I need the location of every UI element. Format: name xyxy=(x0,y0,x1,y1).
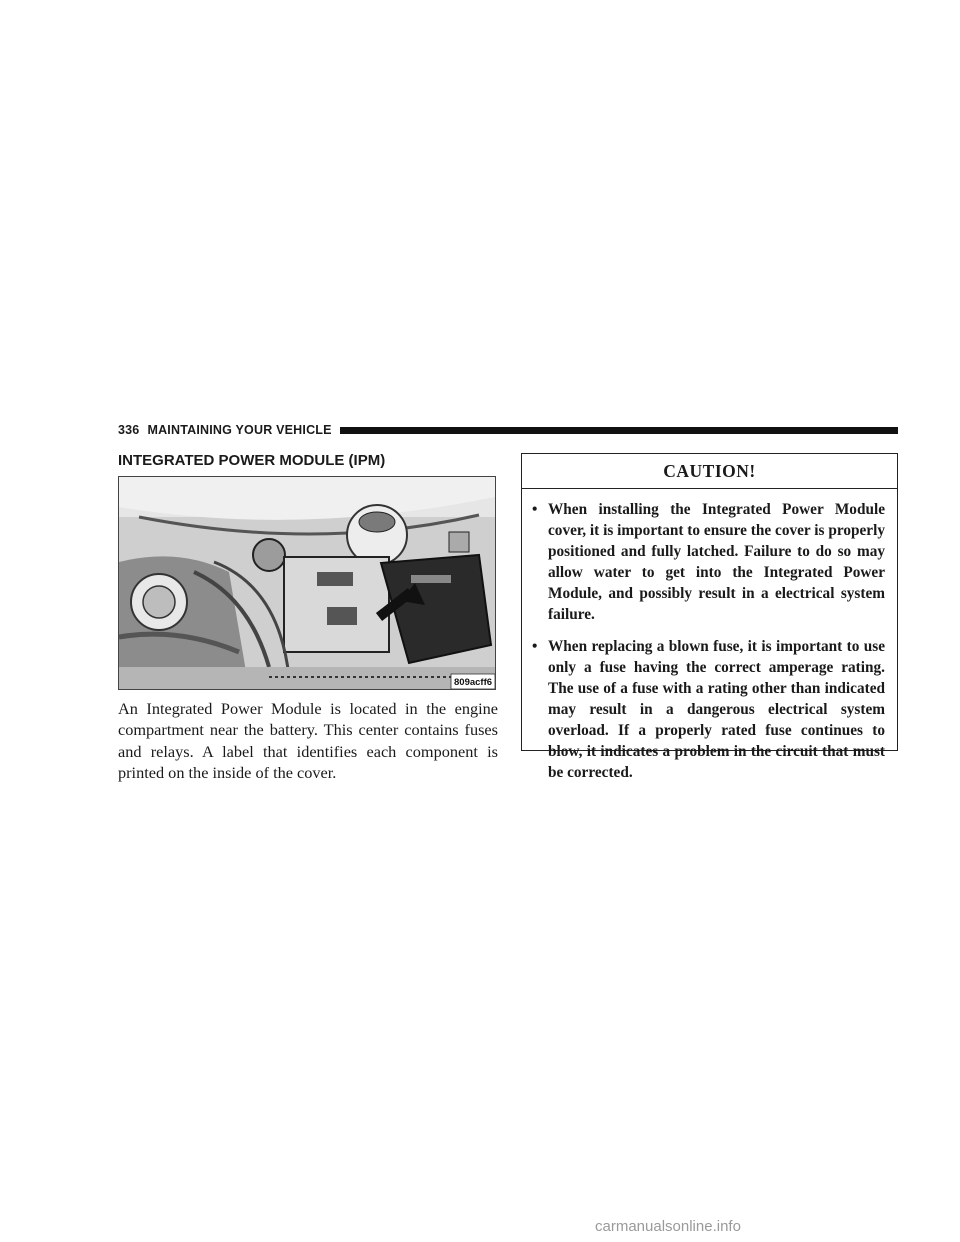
caution-item xyxy=(532,636,885,784)
section-title: INTEGRATED POWER MODULE (IPM) xyxy=(118,452,386,469)
engine-compartment-photo xyxy=(118,476,496,690)
caution-item xyxy=(532,499,885,626)
section-name: MAINTAINING YOUR VEHICLE xyxy=(147,423,332,437)
bullet-icon: • xyxy=(532,501,538,518)
engine-photo-illustration xyxy=(119,477,495,689)
caution-list xyxy=(522,489,897,783)
watermark: carmanualsonline.info xyxy=(595,1218,741,1235)
bullet-icon: • xyxy=(532,637,538,655)
caution-item-text: When replacing a blown fuse, it is important to use only a fuse having the correct amperage rating. The use of a fuse with a rating other than indicated may result in a dangerous electrical system overload. If a properly rated fuse continues to blow, it indicates a problem in the circuit that must be corrected. xyxy=(548,637,885,782)
caution-box xyxy=(521,453,898,782)
body-paragraph: An Integrated Power Module is located in the engine compartment near the battery. This center contains fuses and relays. A label that identifies each component is printed on the inside of the cover. xyxy=(118,699,498,783)
caution-item-text: When installing the Integrated Power Module cover, it is important to ensure the cover is properly positioned and fully latched. Failure to do so may allow water to get into the Integrated Power Module, and possibly result in a electrical system failure. xyxy=(548,501,885,624)
page-number: 336 xyxy=(118,423,140,437)
page-header xyxy=(118,422,898,438)
caution-heading: CAUTION! xyxy=(522,454,897,489)
header-rule xyxy=(340,427,898,434)
figure-code: 809acff6 xyxy=(454,677,493,688)
